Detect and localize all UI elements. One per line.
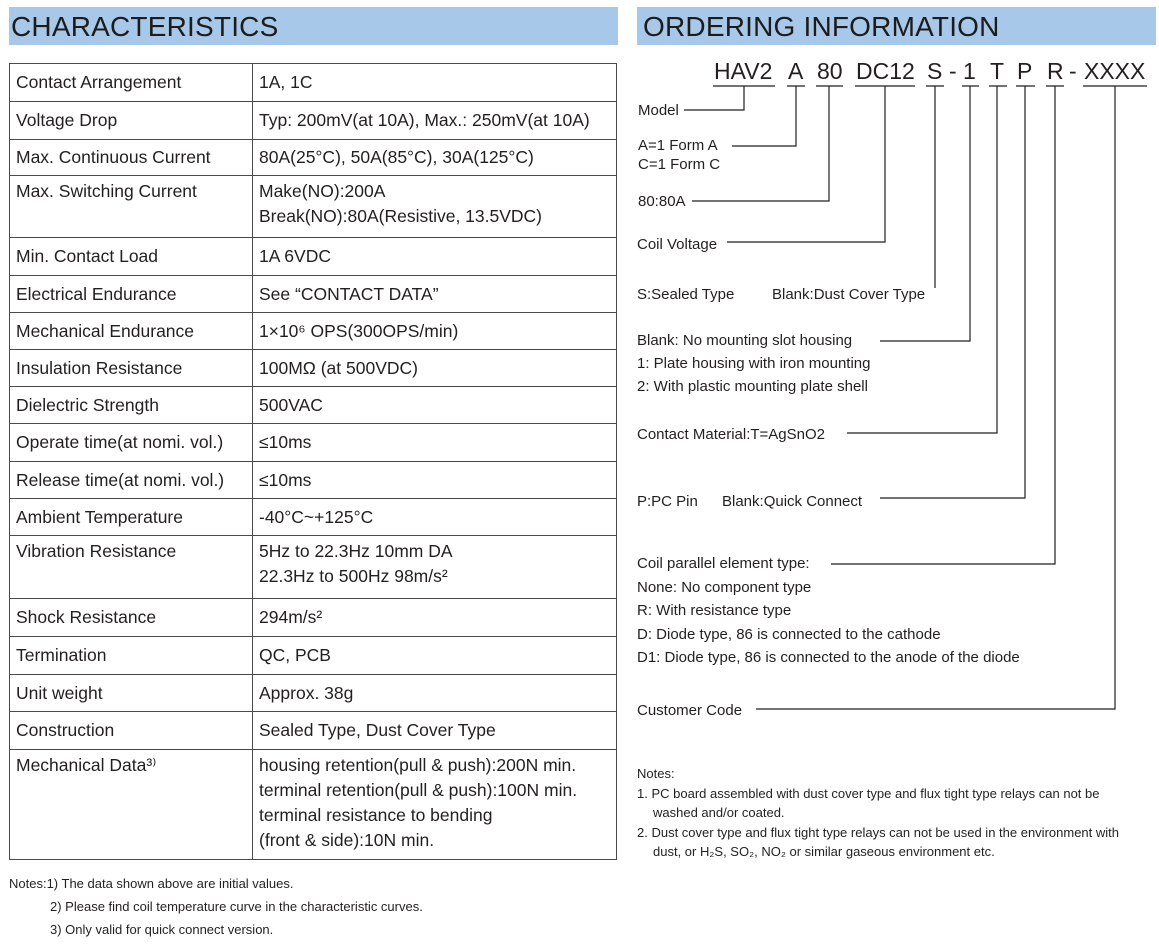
row-label: Electrical Endurance [10,276,253,313]
row-label: Min. Contact Load [10,238,253,276]
note-line: Notes:1) The data shown above are initial values. [9,876,294,891]
code-separator: - [1069,58,1077,84]
code-part-customer: XXXX [1084,58,1146,84]
row-label: Mechanical Endurance [10,313,253,350]
row-label: Ambient Temperature [10,499,253,536]
ordering-notes [637,764,1147,862]
row-label: Max. Continuous Current [10,140,253,176]
row-value: 80A(25°C), 50A(85°C), 30A(125°C) [253,140,617,176]
row-label: Release time(at nomi. vol.) [10,462,253,499]
row-label: Voltage Drop [10,102,253,140]
label-diode-d: D: Diode type, 86 is connected to the cathode [637,626,941,643]
value-line: housing retention(pull & push):200N min. [259,755,577,775]
row-value: Sealed Type, Dust Cover Type [253,712,617,750]
row-value: 1A 6VDC [253,238,617,276]
row-label: Shock Resistance [10,599,253,637]
label-resistance: R: With resistance type [637,602,792,619]
row-label: Unit weight [10,675,253,712]
code-part-construction: S [927,58,943,84]
label-sealed: S:Sealed Type [637,286,735,303]
row-value: Approx. 38g [253,675,617,712]
row-value: 294m/s² [253,599,617,637]
row-value: 1A, 1C [253,64,617,102]
label-dust-cover: Blank:Dust Cover Type [772,286,926,303]
row-label: Construction [10,712,253,750]
label-customer-code: Customer Code [637,702,743,719]
note-line: 2) Please find coil temperature curve in the characteristic curves. [50,899,423,914]
label-coil-voltage: Coil Voltage [637,236,718,253]
ordering-information-title: ORDERING INFORMATION [637,7,1156,45]
code-separator: - [949,58,957,84]
label-none: None: No component type [637,579,812,596]
value-line: 5Hz to 22.3Hz 10mm DA [259,541,453,561]
row-value: -40°C~+125°C [253,499,617,536]
row-value: 1×10⁶ OPS(300OPS/min) [253,313,617,350]
note-line: 1. PC board assembled with dust cover type and flux tight type relays can not be washed and/or coated. [637,785,1100,820]
row-label: Vibration Resistance [10,536,253,599]
note-line: 2. Dust cover type and flux tight type relays can not be used in the environment with dust, or H₂S, SO₂, NO₂ or similar gaseous environment etc. [637,824,1119,859]
row-value: QC, PCB [253,637,617,675]
value-line: (front & side):10N min. [259,830,435,850]
row-value: 500VAC [253,387,617,424]
code-part-current: 80 [817,58,843,84]
label-mount-2: 2: With plastic mounting plate shell [637,378,868,395]
code-part-mounting: 1 [963,58,976,84]
code-part-coil-element: R [1047,58,1064,84]
row-label: Mechanical Data³⁾ [10,750,253,860]
label-diode-d1: D1: Diode type, 86 is connected to the anode of the diode [637,649,1020,666]
label-current: 80:80A [638,193,686,210]
label-pc-pin: P:PC Pin [637,493,698,510]
row-value: ≤10ms [253,424,617,462]
row-value: Typ: 200mV(at 10A), Max.: 250mV(at 10A) [253,102,617,140]
label-contact-material: Contact Material:T=AgSnO2 [637,426,826,443]
label-form-c: C=1 Form C [638,156,721,173]
row-label: Max. Switching Current [10,176,253,238]
code-part-series: HAV2 [714,58,773,84]
label-mount-blank: Blank: No mounting slot housing [637,332,853,349]
value-line: Break(NO):80A(Resistive, 13.5VDC) [259,206,542,226]
label-mount-1: 1: Plate housing with iron mounting [637,355,871,372]
note-line: 3) Only valid for quick connect version. [50,922,274,937]
value-line: Make(NO):200A [259,181,386,201]
row-label: Insulation Resistance [10,350,253,387]
value-line: 22.3Hz to 500Hz 98m/s² [259,566,448,586]
label-model: Model [638,102,679,119]
row-label: Termination [10,637,253,675]
notes-title: Notes: [637,766,675,781]
value-line: terminal retention(pull & push):100N min. [259,780,578,800]
code-part-termination: P [1017,58,1033,84]
code-part-contact-form: A [788,58,804,84]
row-label: Contact Arrangement [10,64,253,102]
row-label: Operate time(at nomi. vol.) [10,424,253,462]
row-value: See “CONTACT DATA” [253,276,617,313]
label-coil-parallel: Coil parallel element type: [637,555,810,572]
row-value: 100MΩ (at 500VDC) [253,350,617,387]
code-part-contact-material: T [990,58,1005,84]
label-quick-connect: Blank:Quick Connect [722,493,863,510]
value-line: terminal resistance to bending [259,805,493,825]
label-form-a: A=1 Form A [638,137,718,154]
row-value: ≤10ms [253,462,617,499]
code-part-coil-voltage: DC12 [856,58,915,84]
characteristics-title: CHARACTERISTICS [9,7,618,45]
row-label: Dielectric Strength [10,387,253,424]
